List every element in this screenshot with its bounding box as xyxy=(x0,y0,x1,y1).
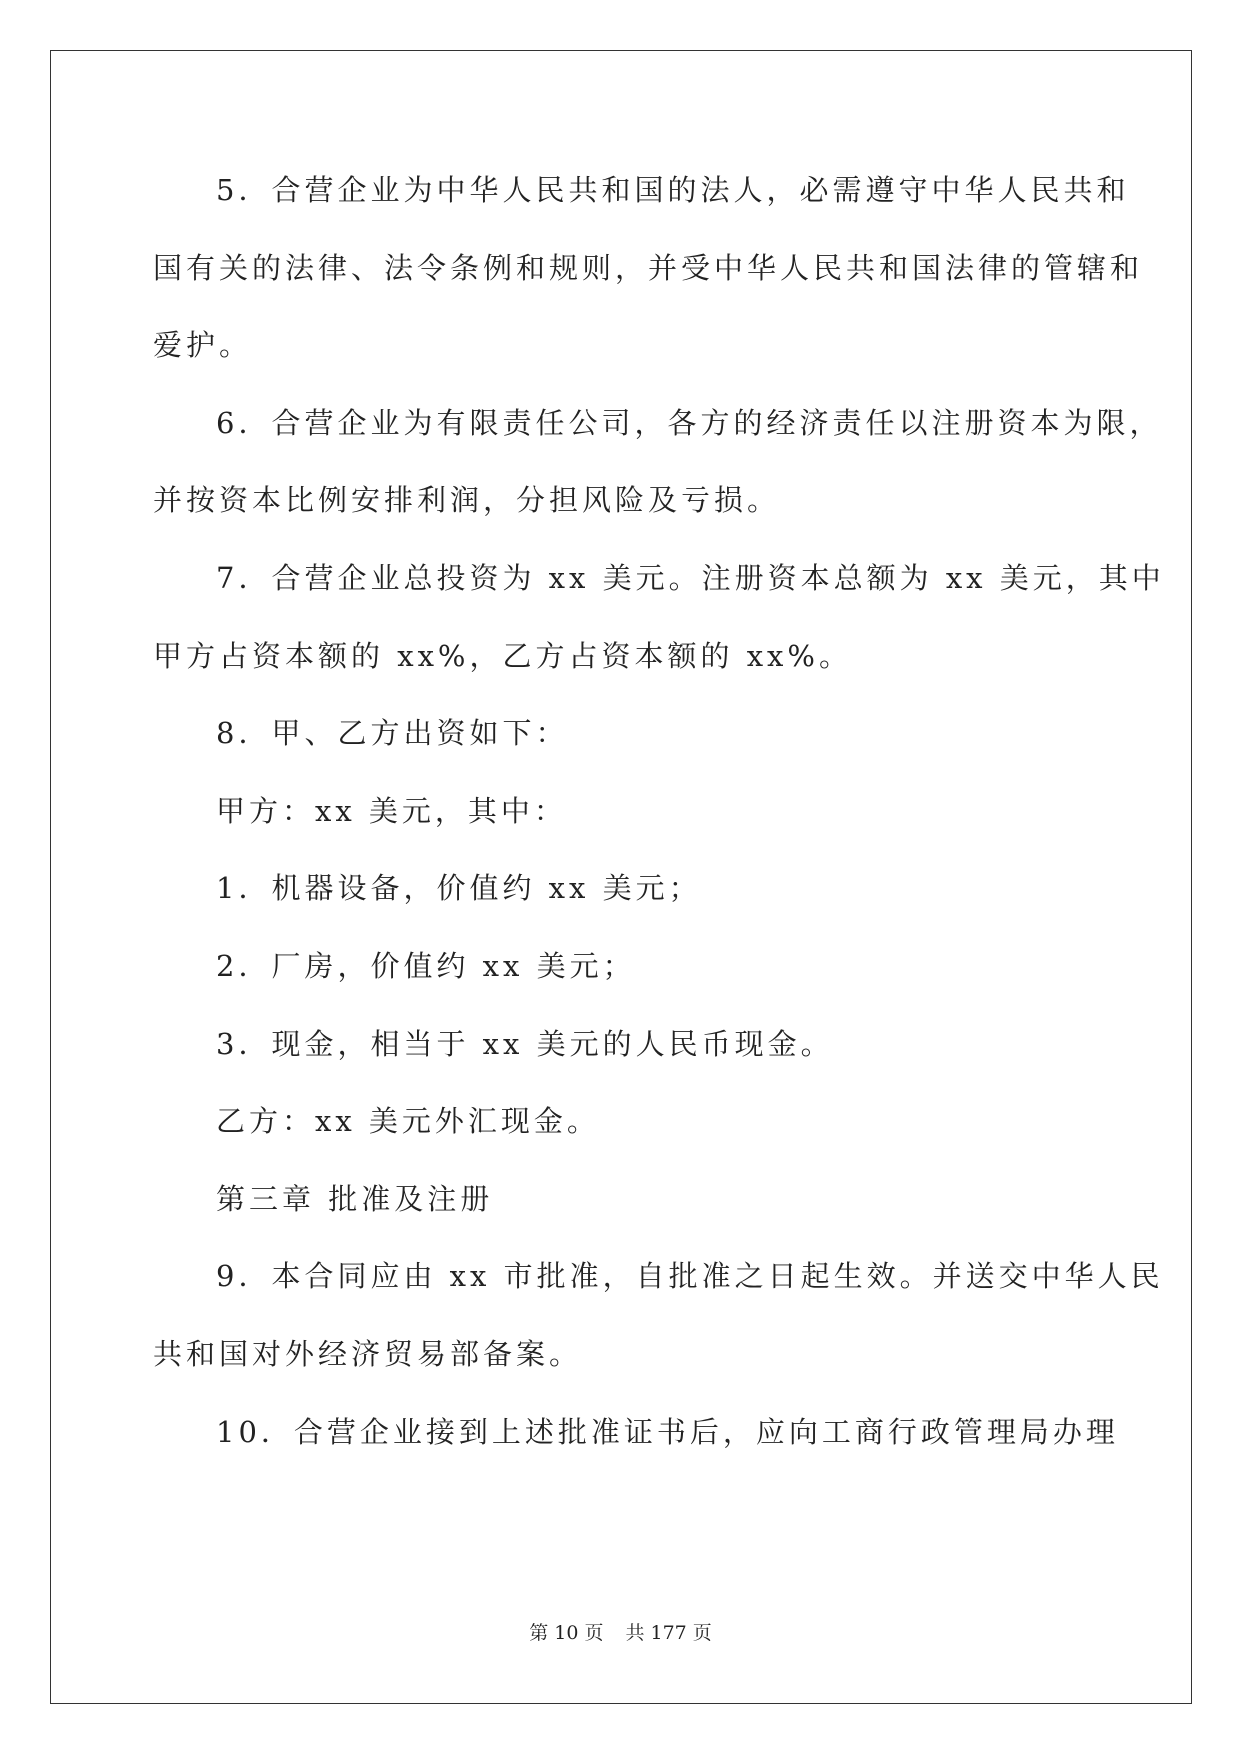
party-a-contribution: 甲方：xx 美元，其中： xyxy=(216,794,567,828)
clause-8: 8．甲、乙方出资如下： xyxy=(216,716,569,750)
clause-6-line-1: 6．合营企业为有限责任公司，各方的经济责任以注册资本为限， xyxy=(216,406,1163,440)
page-total: 共 177 页 xyxy=(625,1622,712,1644)
clause-6-line-2: 并按资本比例安排利润，分担风险及亏损。 xyxy=(153,483,781,517)
clause-10-line-1: 10．合营企业接到上述批准证书后，应向工商行政管理局办理 xyxy=(216,1415,1119,1449)
page-footer xyxy=(0,1620,1241,1646)
item-2-plant: 2．厂房，价值约 xx 美元； xyxy=(216,949,636,983)
party-b-contribution: 乙方：xx 美元外汇现金。 xyxy=(216,1104,600,1138)
clause-7-line-1: 7．合营企业总投资为 xx 美元。注册资本总额为 xx 美元，其中 xyxy=(216,561,1165,595)
clause-5-line-2: 国有关的法律、法令条例和规则，并受中华人民共和国法律的管辖和 xyxy=(153,251,1144,285)
item-1-machinery: 1．机器设备，价值约 xx 美元； xyxy=(216,871,702,905)
clause-7-line-2: 甲方占资本额的 xx%，乙方占资本额的 xx%。 xyxy=(153,639,852,673)
clause-9-line-2: 共和国对外经济贸易部备案。 xyxy=(153,1337,583,1371)
item-3-cash: 3．现金，相当于 xx 美元的人民币现金。 xyxy=(216,1027,834,1061)
clause-9-line-1: 9．本合同应由 xx 市批准，自批准之日起生效。并送交中华人民 xyxy=(216,1259,1164,1293)
clause-5-line-1: 5．合营企业为中华人民共和国的法人，必需遵守中华人民共和 xyxy=(216,173,1130,207)
page-number: 第 10 页 xyxy=(529,1622,604,1644)
chapter-3-heading: 第三章 批准及注册 xyxy=(216,1182,494,1216)
clause-5-line-3: 爱护。 xyxy=(153,328,253,362)
